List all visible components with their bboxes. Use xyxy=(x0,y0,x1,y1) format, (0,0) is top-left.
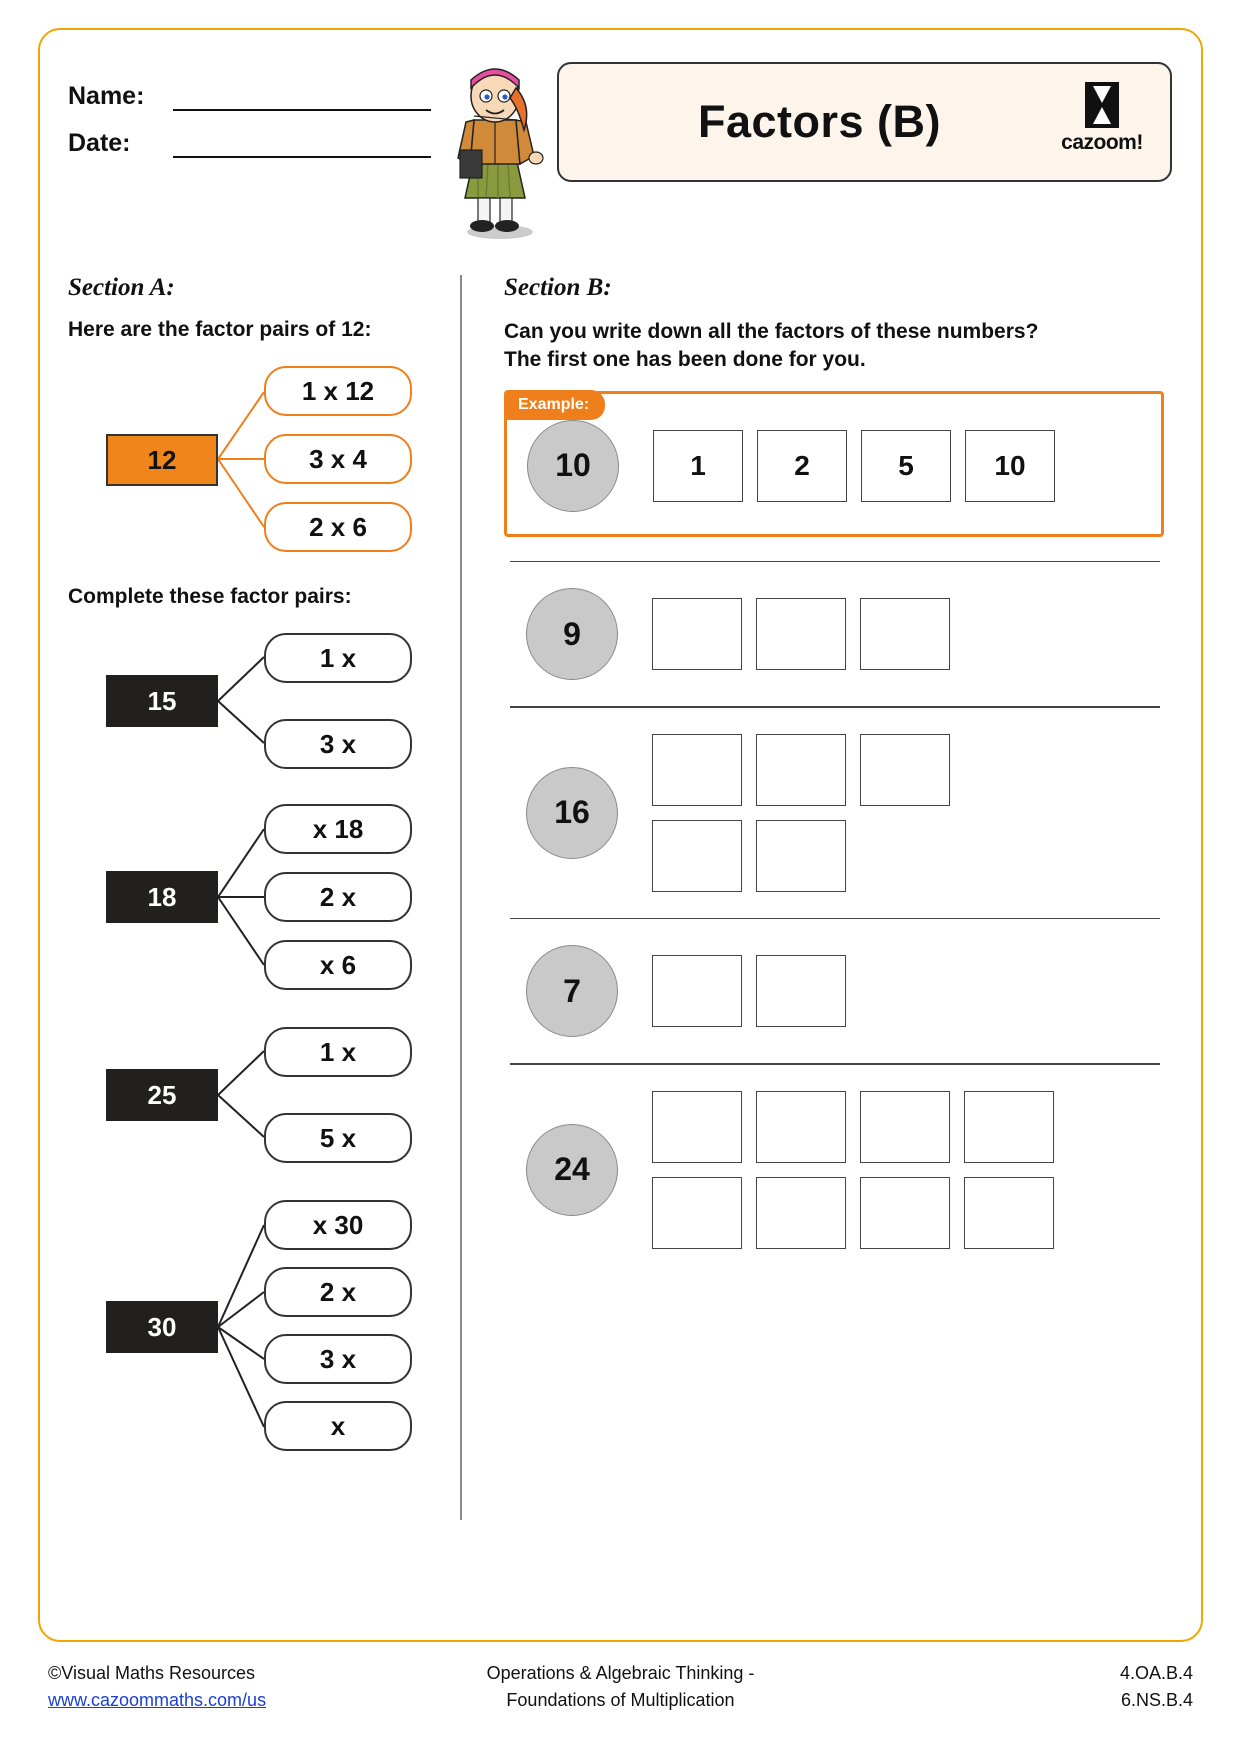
answer-box[interactable] xyxy=(964,1091,1054,1163)
footer-right xyxy=(1120,1660,1193,1714)
question-number-7: 7 xyxy=(526,945,618,1037)
topic-line-2: Foundations of Multiplication xyxy=(506,1690,735,1710)
tree-root-12: 12 xyxy=(106,434,218,486)
answer-box[interactable] xyxy=(756,1177,846,1249)
answer-box[interactable] xyxy=(652,1177,742,1249)
answer-boxes-16 xyxy=(652,734,982,892)
page-title: Factors (B) xyxy=(697,96,942,147)
tree-18-branch-2[interactable]: x 6 xyxy=(264,940,412,990)
tree-30-branch-2[interactable]: 3 x xyxy=(264,1334,412,1384)
date-input-line[interactable] xyxy=(173,138,431,158)
tree-root-18: 18 xyxy=(106,871,218,923)
tree-root-25: 25 xyxy=(106,1069,218,1121)
cazoom-logo xyxy=(1056,82,1148,168)
tree-30-branch-0[interactable]: x 30 xyxy=(264,1200,412,1250)
tree-18-branch-0[interactable]: x 18 xyxy=(264,804,412,854)
standard-code-1: 4.OA.B.4 xyxy=(1119,1663,1193,1683)
question-row-24 xyxy=(504,1065,1164,1275)
section-a-title: Section A: xyxy=(68,274,175,301)
column-divider xyxy=(460,275,462,1520)
copyright-text: ©Visual Maths Resources xyxy=(48,1663,256,1683)
example-factor-box: 10 xyxy=(965,430,1055,502)
worksheet-header xyxy=(40,30,1201,245)
tree-25-branch-1[interactable]: 5 x xyxy=(264,1113,412,1163)
section-b-question-line2: The first one has been done for you. xyxy=(504,348,866,372)
answer-box[interactable] xyxy=(652,955,742,1027)
answer-box[interactable] xyxy=(756,820,846,892)
answer-box[interactable] xyxy=(860,1177,950,1249)
name-input-line[interactable] xyxy=(173,91,431,111)
tree-branch-2: 2 x 6 xyxy=(264,502,412,552)
name-date-block xyxy=(68,82,431,176)
example-factor-box: 5 xyxy=(861,430,951,502)
section-b-question xyxy=(504,318,1164,375)
tree-25-branch-0[interactable]: 1 x xyxy=(264,1027,412,1077)
date-label: Date: xyxy=(68,129,131,157)
factor-tree-example xyxy=(68,352,443,567)
answer-boxes-7 xyxy=(652,955,982,1027)
section-a-intro: Here are the factor pairs of 12: xyxy=(68,318,372,341)
question-row-16 xyxy=(504,708,1164,918)
title-banner xyxy=(557,62,1172,182)
tree-root-15: 15 xyxy=(106,675,218,727)
answer-box[interactable] xyxy=(964,1177,1054,1249)
logo-text: cazoom! xyxy=(1061,131,1143,154)
example-wrapper xyxy=(504,391,1164,537)
tree-15-branch-1[interactable]: 3 x xyxy=(264,719,412,769)
factor-tree-30 xyxy=(68,1187,443,1467)
tree-root-30: 30 xyxy=(106,1301,218,1353)
factor-tree-25 xyxy=(68,1025,443,1165)
answer-box[interactable] xyxy=(652,1091,742,1163)
answer-box[interactable] xyxy=(652,734,742,806)
section-b-question-line1: Can you write down all the factors of these numbers? xyxy=(504,320,1039,343)
example-number-10: 10 xyxy=(527,420,619,512)
section-b xyxy=(504,274,1164,1275)
answer-box[interactable] xyxy=(652,820,742,892)
tree-branch-1: 3 x 4 xyxy=(264,434,412,484)
example-label: Example: xyxy=(504,390,605,420)
answer-boxes-9 xyxy=(652,598,982,670)
answer-boxes-24 xyxy=(652,1091,1092,1249)
name-label: Name: xyxy=(68,82,145,110)
logo-mark-icon xyxy=(1085,82,1119,128)
example-factor-box: 1 xyxy=(653,430,743,502)
tree-15-branch-0[interactable]: 1 x xyxy=(264,633,412,683)
section-b-title: Section B: xyxy=(504,274,612,301)
answer-box[interactable] xyxy=(756,1091,846,1163)
answer-box[interactable] xyxy=(860,1091,950,1163)
tree-branch-0: 1 x 12 xyxy=(264,366,412,416)
question-row-7 xyxy=(504,919,1164,1063)
answer-box[interactable] xyxy=(860,598,950,670)
worksheet-page xyxy=(38,28,1203,1642)
tree-30-branch-3[interactable]: x xyxy=(264,1401,412,1451)
answer-box[interactable] xyxy=(756,598,846,670)
topic-line-1: Operations & Algebraic Thinking - xyxy=(486,1663,755,1683)
question-number-9: 9 xyxy=(526,588,618,680)
answer-box[interactable] xyxy=(860,734,950,806)
date-row xyxy=(68,129,431,158)
section-a xyxy=(68,274,443,1467)
tree-30-branch-1[interactable]: 2 x xyxy=(264,1267,412,1317)
website-link[interactable]: www.cazoommaths.com/us xyxy=(48,1690,267,1710)
name-row xyxy=(68,82,431,111)
example-factor-boxes xyxy=(653,430,1055,502)
factor-tree-18 xyxy=(68,793,443,1003)
answer-box[interactable] xyxy=(756,955,846,1027)
example-factor-box: 2 xyxy=(757,430,847,502)
mascot-illustration xyxy=(440,58,550,243)
tree-18-branch-1[interactable]: 2 x xyxy=(264,872,412,922)
factor-tree-15 xyxy=(68,631,443,771)
answer-box[interactable] xyxy=(756,734,846,806)
standard-code-2: 6.NS.B.4 xyxy=(1120,1690,1193,1710)
question-row-9 xyxy=(504,562,1164,706)
answer-box[interactable] xyxy=(652,598,742,670)
question-number-16: 16 xyxy=(526,767,618,859)
footer-center xyxy=(38,1660,1203,1714)
question-number-24: 24 xyxy=(526,1124,618,1216)
section-a-instruction: Complete these factor pairs: xyxy=(68,585,352,608)
